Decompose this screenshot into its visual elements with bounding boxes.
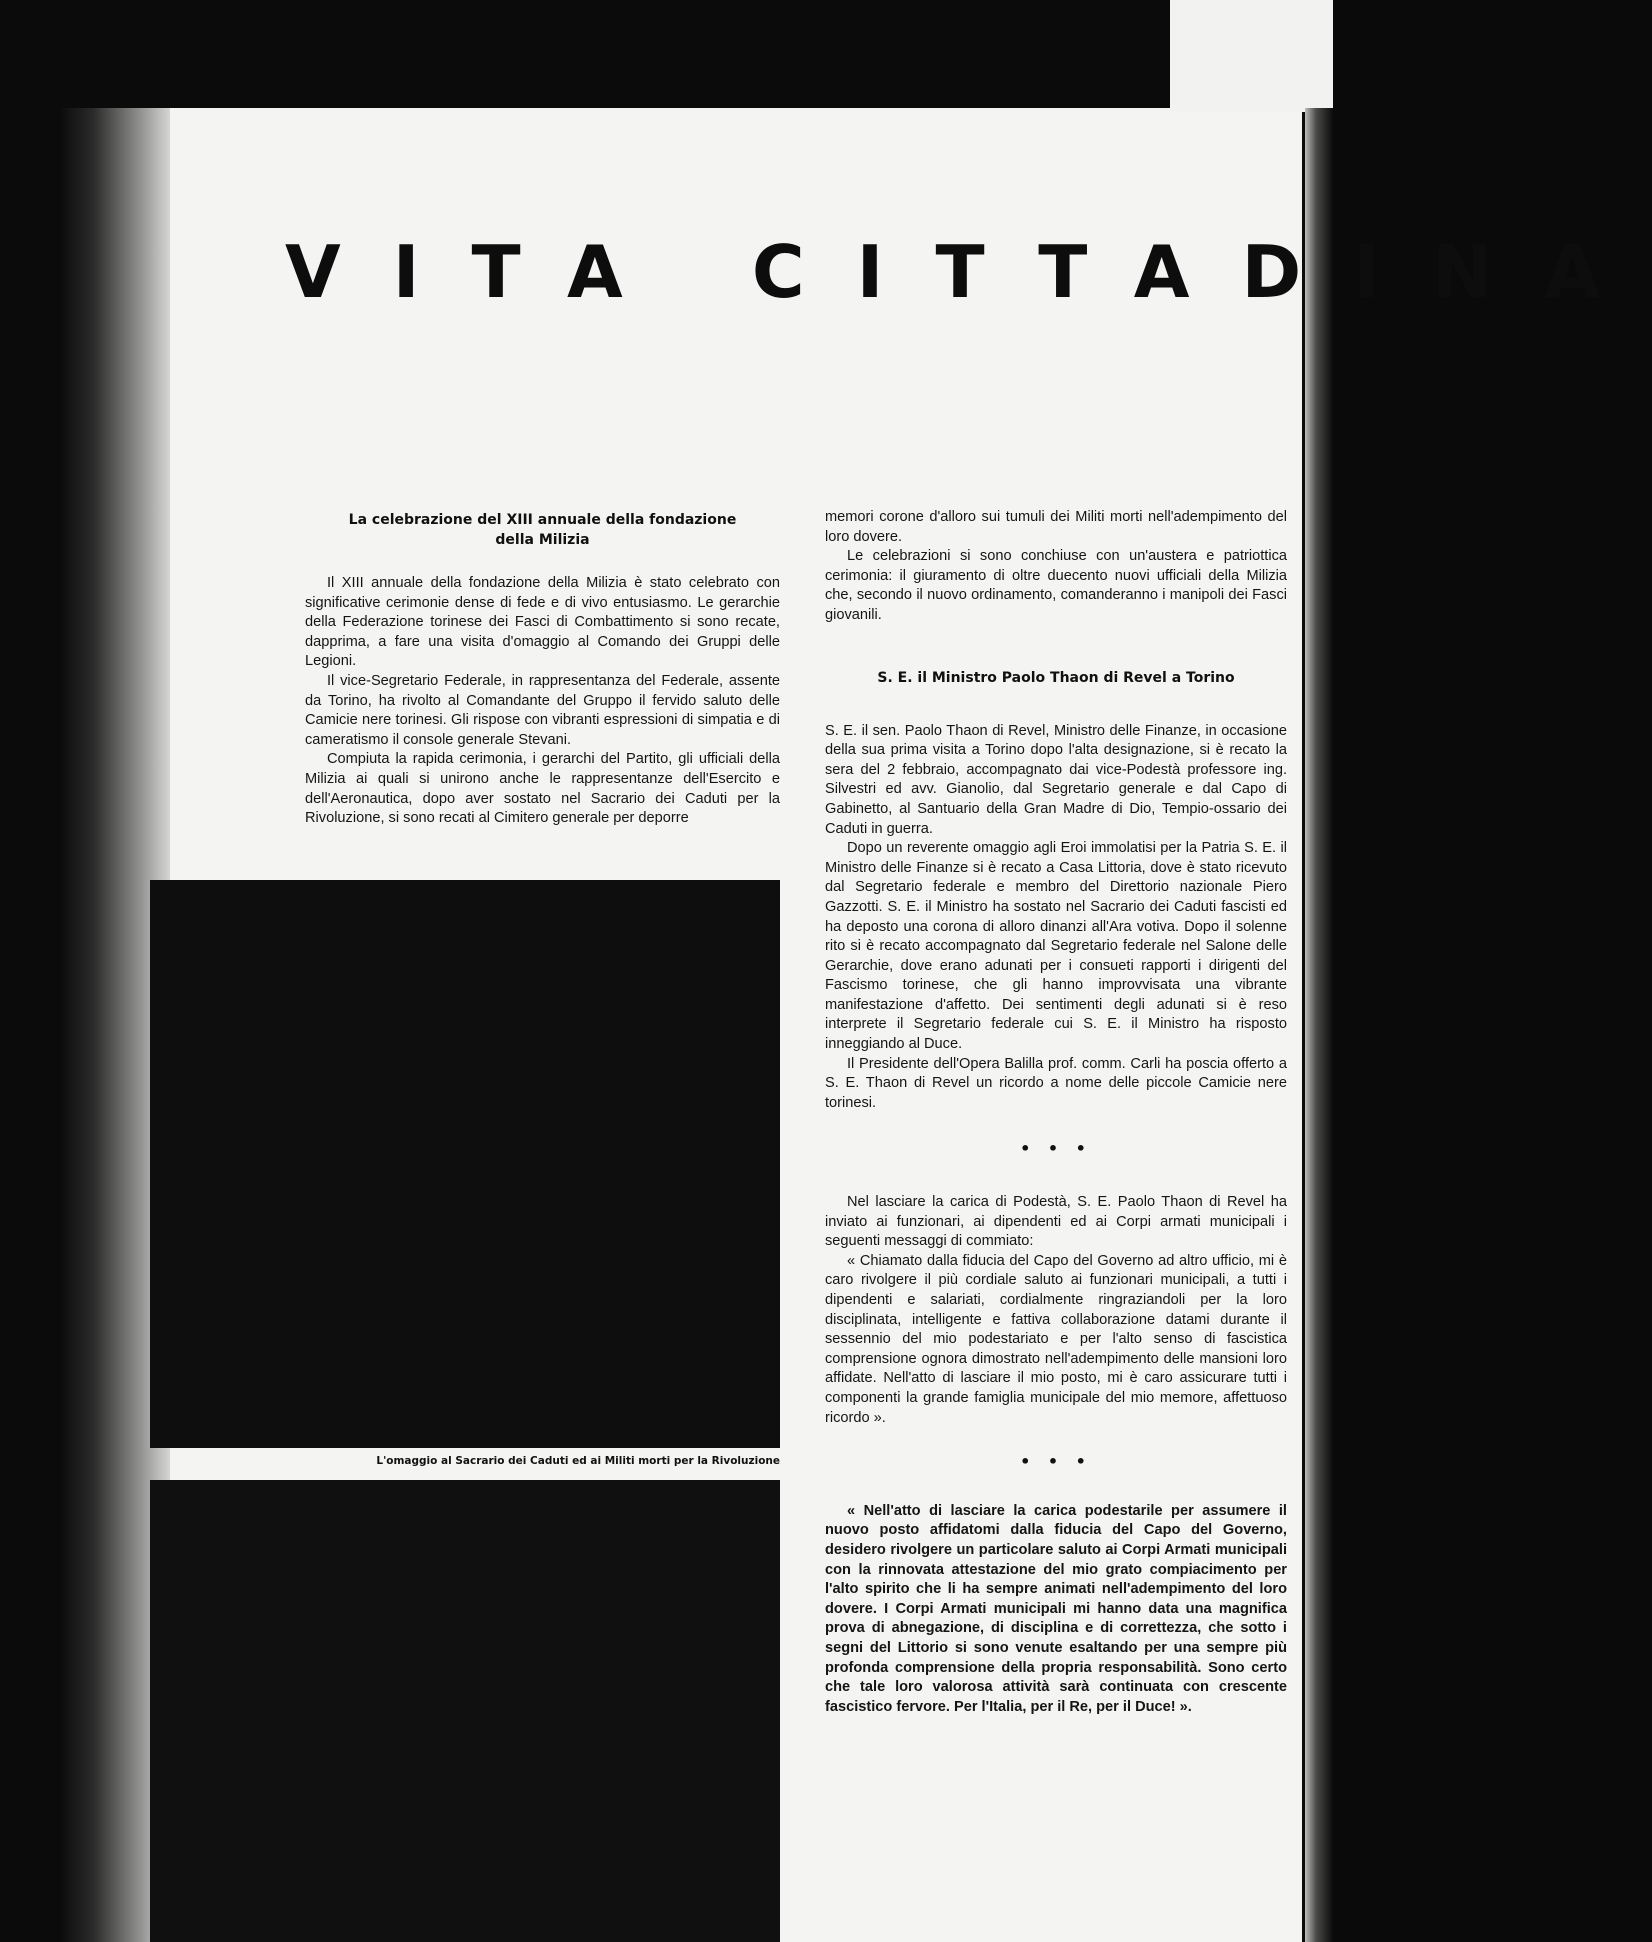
separator-stars: • • • <box>1020 1452 1092 1472</box>
page-corner <box>1170 0 1333 112</box>
article1-heading-line2: della Milizia <box>495 532 590 548</box>
separator-stars: • • • <box>1020 1139 1092 1159</box>
article2-paragraph: Il Presidente dell'Opera Balilla prof. comm. Carli ha poscia offerto a S. E. Thaon di Revel un ricordo a nome delle piccole Camicie nere torinesi. <box>825 1055 1287 1111</box>
photo-militia <box>150 1480 780 1942</box>
left-column <box>305 510 780 829</box>
right-column <box>825 508 1287 1717</box>
article3-paragraph: « Chiamato dalla fiducia del Capo del Governo ad altro ufficio, mi è caro rivolgere il più cordiale saluto ai funzionari municipali, a tutti i dipendenti e salariati, cordialmente ringraziandoli per la loro disciplinata, intelligente e fattiva collaborazione datami durante il sessennio del mio podestariato e per l'alto senso di fascistica comprensione ognora dimostrato nell'adempimento delle mansioni loro affidate. Nell'atto di lasciare il mio posto, mi è caro assicurare tutti i componenti la grande famiglia municipale del mio memore, affettuoso ricordo ». <box>825 1252 1287 1426</box>
article1-paragraph: Compiuta la rapida cerimonia, i gerarchi del Partito, gli ufficiali della Milizia ai quali si unirono anche le rappresentanze dell'Esercito e dell'Aeronautica, dopo aver sostato nel Sacrario dei Caduti per la Rivoluzione, si sono recati al Cimitero generale per deporre <box>305 751 780 827</box>
article2-heading: S. E. il Ministro Paolo Thaon di Revel a Torino <box>877 669 1235 686</box>
photo-caption: L'omaggio al Sacrario dei Caduti ed ai Militi morti per la Rivoluzione <box>376 1455 780 1467</box>
article4-paragraph: « Nell'atto di lasciare la carica podestarile per assumere il nuovo posto affidatomi dalla fiducia del Capo del Governo, desidero rivolgere un particolare saluto ai Corpi Armati municipali con la rinnovata attestazione del mio grato compiacimento per l'alto spirito che li ha sempre animati nell'adempimento del loro dovere. I Corpi Armati municipali mi hanno data una magnifica prova di abnegazione, di disciplina e di correttezza, che sotto i segni del Littorio si sono venute esaltando per una sempre più profonda comprensione della propria responsabilità. Sono certo che tale loro valorosa attività sarà continuata con crescente fascistico fervore. Per l'Italia, per il Re, per il Duce! ». <box>825 1502 1287 1715</box>
photo-sacrario <box>150 880 780 1448</box>
article1-paragraph: Il XIII annuale della fondazione della Milizia è stato celebrato con significative cerimonie dense di fede e di vivo entusiasmo. Le gerarchie della Federazione torinese dei Fasci di Combattimento si sono recate, dapprima, a fare una visita d'omaggio al Comando dei Gruppi delle Legioni. <box>305 575 780 670</box>
section-title: VITA CITTADINA <box>285 230 1652 314</box>
right-edge-shadow <box>1305 108 1333 1942</box>
article1-continuation: Le celebrazioni si sono conchiuse con un'austera e patriottica cerimonia: il giuramento di oltre duecento nuovi ufficiali della Milizia che, secondo il nuovo ordinamento, comanderanno i manipoli dei Fasci giovanili. <box>825 548 1287 623</box>
article1-continuation: memori corone d'alloro sui tumuli dei Militi morti nell'adempimento del loro dovere. <box>825 509 1287 545</box>
article1-paragraph: Il vice-Segretario Federale, in rappresentanza del Federale, assente da Torino, ha rivolto al Comandante del Gruppo il fervido saluto delle Camicie nere torinesi. Gli rispose con vibranti espressioni di simpatia e di cameratismo il console generale Stevani. <box>305 672 780 748</box>
article3-paragraph: Nel lasciare la carica di Podestà, S. E. Paolo Thaon di Revel ha inviato ai funzionari, ai dipendenti ed ai Corpi armati municipali i seguenti messaggi di commiato: <box>825 1194 1287 1250</box>
article2-paragraph: Dopo un reverente omaggio agli Eroi immolatisi per la Patria S. E. il Ministro delle Finanze si è recato a Casa Littoria, dove è stato ricevuto dal Segretario federale e membro del Direttorio nazionale Piero Gazzotti. S. E. il Ministro ha sostato nel Sacrario dei Caduti fascisti ed ha deposto una corona di alloro dinanzi all'Ara votiva. Dopo il solenne rito si è recato accompagnato dal Segretario federale nel Salone delle Gerarchie, dove erano adunati per i consueti rapporti i dirigenti del Fascismo torinese, che gli hanno improvvisata una vibrante manifestazione d'affetto. Dei sentimenti degli adunati si è reso interprete il Segretario federale cui S. E. il Ministro ha risposto inneggiando al Duce. <box>825 840 1287 1053</box>
article1-heading-line1: La celebrazione del XIII annuale della fondazione <box>348 512 737 528</box>
article2-paragraph: S. E. il sen. Paolo Thaon di Revel, Ministro delle Finanze, in occasione della sua prima visita a Torino dopo l'alta designazione, si è recato la sera del 2 febbraio, accompagnato dai vice-Podestà professore ing. Silvestri ed avv. Gianolio, dal Segretario generale e dal Capo di Gabinetto, al Santuario della Gran Madre di Dio, Tempio-ossario dei Caduti in guerra. <box>825 722 1287 837</box>
